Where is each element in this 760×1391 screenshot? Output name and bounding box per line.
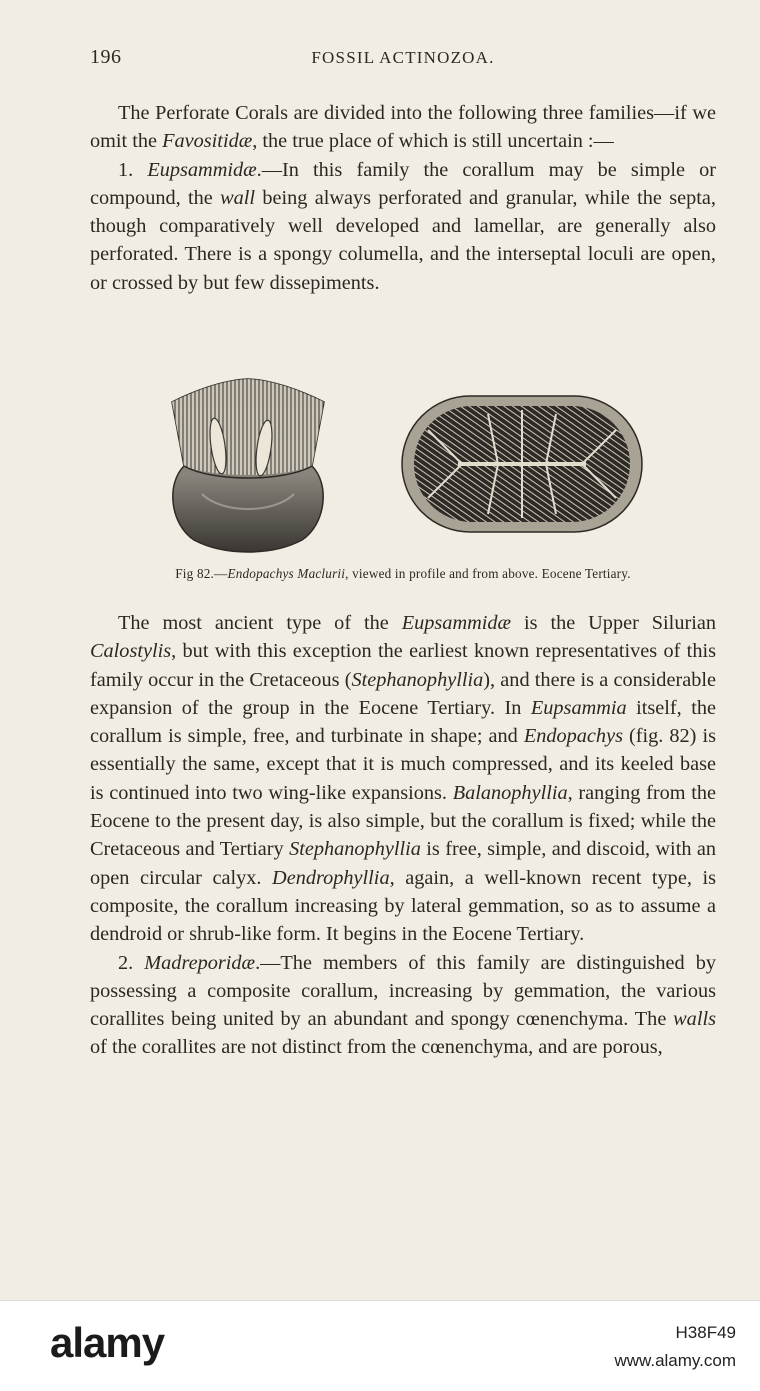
eupsammidae-history-paragraph: The most ancient type of the Eupsammidæ is the Upper Silurian Calostylis, but with this exception the earliest known representatives of this family occur in the Cretaceous (Stephanophyllia), and there is a considerable expansion of the group in the Eocene Tertiary. In Eupsammia itself, the corallum is simple, free, and turbinate in shape; and Endopachys (fig. 82) is essentially the same, except that it is much compressed, and its keeled base is continued into two wing-like expansions. Balanophyllia, ranging from the Eocene to the present day, is also simple, but the corallum is fixed; while the Cretaceous and Tertiary Stephanophyllia is free, simple, and discoid, with an open circular calyx. Dendrophyllia, again, a well-known recent type, is composite, the corallum increasing by lateral gemmation, so as to assume a dendroid or shrub-like form. It begins in the Eocene Tertiary.	[90, 612, 717, 946]
figure-caption: Fig 82.—Endopachys Maclurii, viewed in profile and from above. Eocene Tertiary.	[175, 566, 631, 581]
coral-profile-illustration	[162, 374, 334, 554]
stock-watermark-band	[0, 1300, 760, 1391]
text-block-lower	[90, 609, 716, 1062]
family-1-paragraph: 1. Eupsammidæ.—In this family the corallum may be simple or compound, the wall being always perforated and granular, while the septa, though comparatively well developed and lamellar, are generally also perforated. There is a spongy columella, and the interseptal loculi are open, or crossed by but few dissepiments.	[90, 158, 717, 294]
alamy-logo: alamy	[50, 1319, 165, 1366]
coral-top-view-illustration	[398, 390, 646, 538]
running-title: FOSSIL ACTINOZOA.	[311, 48, 495, 67]
page-header	[90, 46, 716, 72]
text-block-upper	[90, 99, 716, 297]
family-2-paragraph: 2. Madreporidæ.—The members of this family are distinguished by possessing a composite corallum, increasing by gemmation, the various corallites being united by an abundant and spongy cœnenchyma. The walls of the corallites are not distinct from the cœnenchyma, and are porous,	[90, 951, 716, 1059]
image-id: H38F49	[675, 1323, 736, 1342]
intro-paragraph: The Perforate Corals are divided into the following three families—if we omit the Favositidæ, the true place of which is still uncertain :—	[90, 102, 716, 153]
site-url: www.alamy.com	[614, 1351, 736, 1370]
figure-82	[90, 372, 716, 592]
page-number: 196	[90, 46, 122, 68]
